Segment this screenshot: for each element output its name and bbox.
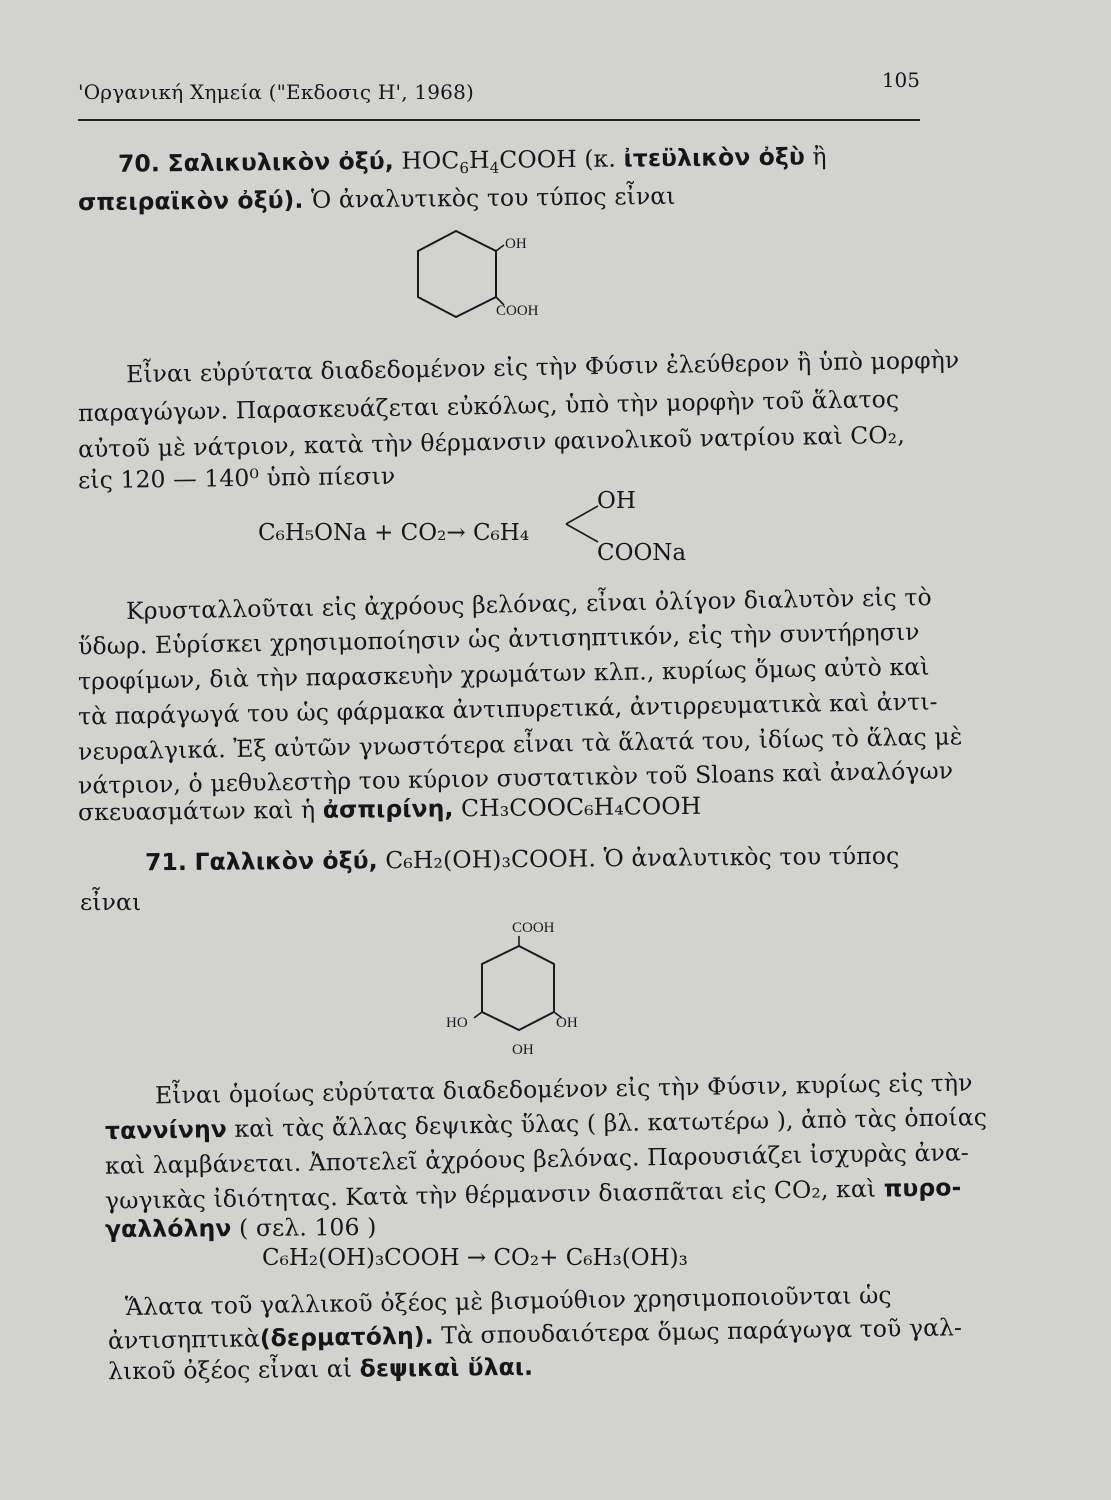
para2-line-6: νάτριον, ὁ μεθυλεστὴρ του κύριον συστατικὸν τοῦ Sloans καὶ ἀναλόγων: [77, 756, 954, 800]
branch-up: [566, 506, 598, 524]
section-70-name: Σαλικυλικὸν ὀξύ,: [167, 146, 394, 178]
equation-2: C₆H₂(OH)₃COOH → CO₂+ C₆H₃(OH)₃: [262, 1245, 688, 1271]
section-70-alt-name2: σπειραϊκὸν ὀξύ).: [77, 185, 304, 217]
s71-p1-line-5: [105, 1213, 377, 1243]
para2-line-4: τὰ παράγωγά του ὡς φάρμακα ἀντιπυρετικά, ἀντιρρευματικὰ καὶ ἀντι-: [77, 687, 938, 731]
running-header: [78, 68, 920, 124]
dermatol-term: (δερματόλη).: [259, 1321, 434, 1353]
section-70-heading: [118, 142, 827, 180]
s71-p2-line-1: Ἅλατα τοῦ γαλλικοῦ ὀξέος μὲ βισμούθιον χρησιμοποιοῦνται ὡς: [124, 1280, 892, 1322]
struct-oh-right-label: OH: [556, 1015, 578, 1031]
aspirin-formula: CH₃COOC₆H₄COOH: [460, 791, 702, 823]
section-71-name: Γαλλικὸν ὀξύ,: [194, 846, 378, 876]
struct-oh-label: OH: [505, 236, 527, 252]
section-71-heading: [145, 842, 899, 877]
para1-line-1: Εἶναι εὐρύτατα διαδεδομένον εἰς τὴν Φύσιν ἐλεύθερον ἢ ὑπὸ μορφὴν: [125, 345, 960, 389]
section-70-alt-name: ἰτεϋλικὸν ὀξὺ: [623, 142, 806, 173]
s71-p1-line-1: Εἶναι ὁμοίως εὐρύτατα διαδεδομένον εἰς τὴν Φύσιν, κυρίως εἰς τὴν: [154, 1068, 973, 1110]
para1-line-4: εἰς 120 — 140⁰ ὑπὸ πίεσιν: [77, 461, 396, 495]
equation-1-coona: COONa: [597, 540, 687, 566]
section-71-formula: C₆H₂(OH)₃COOH.: [385, 844, 597, 875]
equation-1: [258, 520, 529, 546]
gallic-acid-structure: [440, 912, 620, 1060]
benzene-ring: [418, 231, 496, 317]
s71-p1-line-5-rest: ( σελ. 106 ): [238, 1212, 377, 1243]
para2-line-3: τροφίμων, διὰ τὴν παρασκευὴν χρωμάτων κλπ., κυρίως ὅμως αὐτὸ καὶ: [77, 652, 930, 696]
header-rule: [78, 119, 920, 121]
header-title: 'Οργανική Χημεία ("Εκδοσις Η', 1968): [78, 80, 475, 104]
section-70-alt-open: (κ.: [584, 144, 617, 173]
equation-1-oh: OH: [597, 488, 636, 514]
section-70-intro: [78, 182, 676, 216]
para2-line-2: ὕδωρ. Εὑρίσκει χρησιμοποίησιν ὡς ἀντισηπτικόν, εἰς τὴν συντήρησιν: [77, 617, 920, 661]
struct-cooh-label: COOH: [496, 303, 539, 319]
page-number: 105: [881, 68, 920, 92]
s71-p2-line-2-rest: Τὰ σπουδαιότερα ὅμως παράγωγα τοῦ γαλ-: [441, 1313, 963, 1350]
section-71-number: 71.: [144, 847, 188, 877]
para1-line-3: αὐτοῦ μὲ νάτριον, κατὰ τὴν θέρμανσιν φαινολικοῦ νατρίου καὶ CO₂,: [77, 420, 906, 464]
para2-line-7-text: σκευασμάτων καὶ ἡ: [77, 795, 316, 827]
s71-p2-line-3-text: λικοῦ ὀξέος εἶναι αἱ: [107, 1354, 353, 1386]
tannin-term: ταννίνην: [104, 1115, 228, 1145]
section-70-intro-rest: Ὁ ἀναλυτικὸς του τύπος εἶναι: [310, 181, 676, 214]
pyrogallol-term: γαλλόλην: [104, 1214, 232, 1244]
s71-p1-line-2: [105, 1103, 987, 1145]
s71-p1-line-2-rest: καὶ τὰς ἄλλας δεψικὰς ὕλας ( βλ. κατωτέρω ), ἀπὸ τὰς ὁποίας: [234, 1103, 988, 1143]
tanning-term: δεψικαὶ ὕλαι.: [359, 1352, 534, 1383]
equation-1-branch: [562, 496, 602, 552]
s71-p1-line-4: [105, 1173, 962, 1214]
struct-oh-bottom-label: OH: [512, 1042, 534, 1058]
s71-p2-line-2-text: ἀντισηπτικὰ: [107, 1324, 261, 1355]
aspirin-term: ἀσπιρίνη,: [322, 794, 454, 824]
equation-1-left: C₆H₅ONa + CO₂→ C₆H₄: [258, 520, 530, 546]
para1-line-2: παραγώγων. Παρασκευάζεται εὐκόλως, ὑπὸ τὴν μορφὴν τοῦ ἅλατος: [77, 384, 900, 428]
section-70-formula: $HOC_6H_4COOH$: [401, 144, 577, 178]
para2-line-1: Κρυσταλλοῦται εἰς ἀχρόους βελόνας, εἶναι ὀλίγον διαλυτὸν εἰς τὸ: [125, 582, 932, 626]
salicylic-acid-structure: [408, 225, 578, 340]
s71-p2-line-3: [108, 1353, 533, 1385]
section-71-intro-rest: Ὁ ἀναλυτικὸς του τύπος: [603, 841, 900, 873]
para2-line-5: νευραλγικά. Ἐξ αὐτῶν γνωστότερα εἶναι τὰ ἅλατά του, ἰδίως τὸ ἅλας μὲ: [77, 722, 963, 766]
struct-cooh-label: COOH: [512, 920, 555, 936]
benzene-ring: [482, 946, 554, 1030]
para2-line-7: [78, 792, 701, 827]
s71-p1-line-3: καὶ λαμβάνεται. Ἀποτελεῖ ἀχρόους βελόνας. Παρουσιάζει ἰσχυρὰς ἀνα-: [104, 1138, 970, 1180]
section-70-alt-or: ἢ: [812, 142, 827, 171]
ho-bond: [474, 1012, 482, 1018]
s71-p1-line-4-text: γωγικὰς ἰδιότητας. Κατὰ τὴν θέρμανσιν διασπᾶται εἰς CO₂, καὶ: [104, 1174, 877, 1215]
pyro-term: πυρο-: [883, 1173, 962, 1203]
s71-p2-line-2: [108, 1313, 962, 1354]
struct-ho-label: HO: [446, 1015, 468, 1031]
section-71-intro-line2: εἶναι: [80, 888, 142, 916]
section-70-number: 70.: [117, 149, 161, 178]
oh-bond: [496, 245, 504, 251]
branch-down: [566, 524, 598, 542]
